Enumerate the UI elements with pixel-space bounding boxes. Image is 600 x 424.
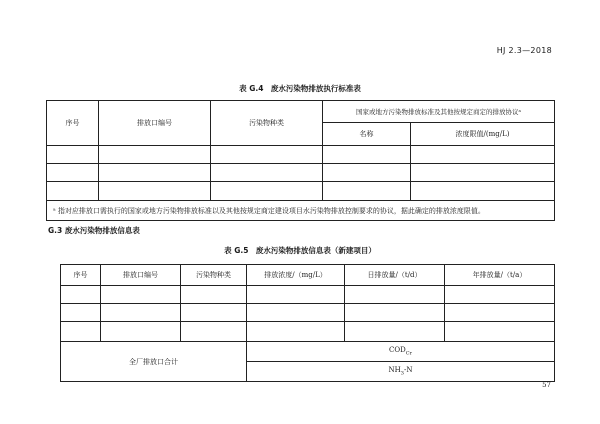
ammonia-label: NH [388, 366, 401, 375]
cod-row [247, 342, 555, 362]
ammonia-suffix: -N [403, 366, 413, 375]
header-standard-group: 国家或地方污染物排放标准及其他按规定商定的排放协议ᵃ [323, 101, 555, 123]
table-row [47, 146, 555, 164]
table-row [61, 286, 555, 304]
ammonia-row [247, 362, 555, 382]
standard-code: HJ 2.3—2018 [496, 46, 552, 55]
table-row [47, 164, 555, 182]
cod-subscript: Cr [405, 350, 412, 357]
header-daily-amount: 日排放量/（t/d） [345, 265, 445, 286]
header-concentration: 排放浓度/（mg/L） [247, 265, 345, 286]
header-annual-amount: 年排放量/（t/a） [445, 265, 555, 286]
table-row [61, 304, 555, 322]
header-seq: 序号 [47, 101, 99, 146]
table-g4-caption: 表 G.4 废水污染物排放执行标准表 [239, 84, 361, 93]
section-title: G.3 废水污染物排放信息表 [48, 226, 140, 235]
table-g5-caption: 表 G.5 废水污染物排放信息表（新建项目） [224, 246, 376, 255]
table-g4-footnote: ᵃ 指对应排放口需执行的国家或地方污染物排放标准以及其他按规定商定建设项目水污染物排放控制要求的协议，据此确定的排放浓度限值。 [47, 201, 555, 221]
table-g5 [60, 264, 555, 382]
table-row [47, 182, 555, 201]
header-seq: 序号 [61, 265, 101, 286]
page-number: 57 [542, 381, 551, 389]
ammonia-subscript: 3 [400, 370, 404, 377]
total-label: 全厂排放口合计 [61, 342, 247, 382]
table-row [61, 322, 555, 342]
header-pollutant: 污染物种类 [181, 265, 247, 286]
cod-label: COD [389, 346, 406, 355]
header-name: 名称 [323, 123, 411, 146]
table-g4 [46, 100, 555, 221]
header-outlet: 排放口编号 [101, 265, 181, 286]
header-limit: 浓度限值/(mg/L) [411, 123, 555, 146]
header-pollutant: 污染物种类 [211, 101, 323, 146]
header-outlet: 排放口编号 [99, 101, 211, 146]
